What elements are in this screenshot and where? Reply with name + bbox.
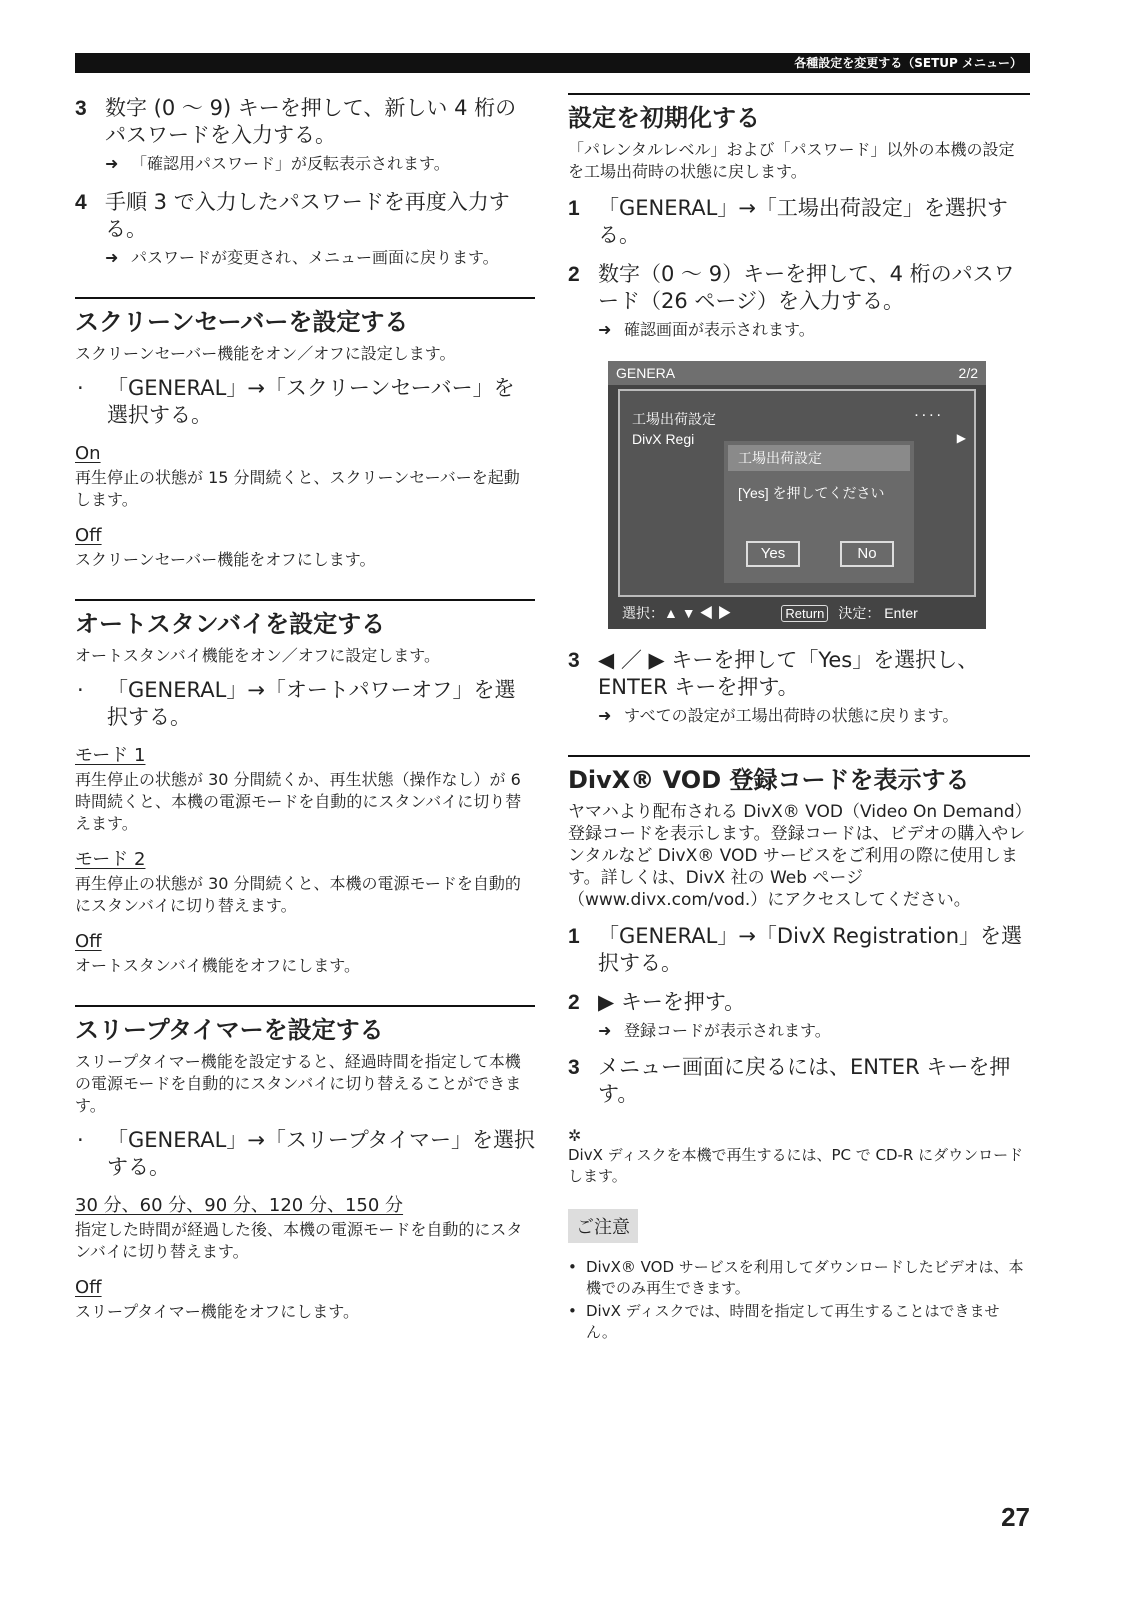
option-desc: 指定した時間が経過した後、本機の電源モードを自動的にスタンバイに切り替えます。 (75, 1220, 523, 1261)
result-text: すべての設定が工場出荷時の状態に戻ります。 (624, 706, 959, 725)
option (75, 931, 535, 977)
dialog-title: 工場出荷設定 (728, 445, 910, 471)
step (568, 1054, 1030, 1108)
arrow-icon: ➜ (105, 248, 119, 267)
step (75, 189, 535, 243)
section-title: オートスタンバイを設定する (75, 610, 386, 638)
bullet-dot: • (568, 1258, 577, 1276)
option-desc: 再生停止の状態が 15 分間続くと、スクリーンセーバーを起動します。 (75, 468, 520, 509)
option-desc: 再生停止の状態が 30 分間続くと、本機の電源モードを自動的にスタンバイに切り替えます。 (75, 874, 521, 915)
step-number: 4 (75, 191, 87, 214)
step-text: 「GENERAL」→「工場出荷設定」を選択する。 (598, 196, 1008, 247)
result-text: パスワードが変更され、メニュー画面に戻ります。 (131, 248, 499, 267)
option (75, 525, 535, 571)
dialog-buttons (746, 541, 894, 567)
bullet-text: 「GENERAL」→「スリープタイマー」を選択する。 (107, 1128, 535, 1179)
section-title: スクリーンセーバーを設定する (75, 308, 409, 336)
section-reset (568, 93, 1030, 727)
screen-item-dots: .... (914, 403, 944, 420)
section-divx (568, 755, 1030, 1343)
option-label: 30 分、60 分、90 分、120 分、150 分 (75, 1195, 404, 1216)
section-autostandby (75, 599, 535, 977)
step-text: 数字（0 ～ 9）キーを押して、4 桁のパスワード（26 ページ）を入力する。 (598, 262, 1015, 313)
section-desc: 「パレンタルレベル」および「パスワード」以外の本機の設定を工場出荷時の状態に戻します。 (568, 140, 1015, 181)
option-label: On (75, 443, 101, 464)
option-label: モード 2 (75, 849, 146, 870)
caution-item (568, 1301, 1030, 1343)
result-text: 確認画面が表示されます。 (624, 320, 815, 339)
bullet-text: 「GENERAL」→「オートパワーオフ」を選択する。 (107, 678, 516, 729)
option-desc: スリープタイマー機能をオフにします。 (75, 1302, 360, 1321)
step-text: 数字 (0 ～ 9) キーを押して、新しい 4 桁のパスワードを入力する。 (105, 96, 517, 147)
section-desc: ヤマハより配布される DivX® VOD（Video On Demand）登録コードを表示します。登録コードは、ビデオの購入やレンタルなど DivX® VOD サービスをご利用の際に使用します。詳しくは、DivX 社の Web ページ（www.divx.com/vod.）にアクセスしてください。 (568, 802, 1026, 910)
step (75, 95, 535, 149)
bullet-item (75, 375, 535, 429)
step (568, 989, 1030, 1016)
tip-text: DivX ディスクを本機で再生するには、PC で CD-R にダウンロードします。 (568, 1146, 1024, 1185)
result-note (598, 705, 1030, 727)
result-note (598, 319, 1030, 341)
arrow-icon: ➜ (598, 1021, 612, 1040)
right-arrow-icon: ▶ (956, 431, 966, 445)
step-number: 3 (568, 649, 580, 672)
step-number: 2 (568, 991, 580, 1014)
screen-item-factory: 工場出荷設定 (632, 411, 716, 427)
screen-title-bar (608, 361, 986, 385)
option (75, 745, 535, 835)
section-title: 設定を初期化する (568, 104, 760, 132)
right-column (568, 93, 1030, 1343)
screen-item-divx: DivX Regi (632, 431, 695, 447)
option-desc: 再生停止の状態が 30 分間続くか、再生状態（操作なし）が 6 時間続くと、本機の電源モードを自動的にスタンバイに切り替えます。 (75, 770, 522, 833)
result-text: 「確認用パスワード」が反転表示されます。 (131, 154, 450, 173)
caution-item (568, 1257, 1030, 1299)
yes-button: Yes (746, 541, 800, 567)
bullet-item (75, 1127, 535, 1181)
caution-text: DivX ディスクでは、時間を指定して再生することはできません。 (586, 1302, 1000, 1341)
footer-select: 選択：▲ ▼ ◀ ▶ (622, 605, 732, 621)
option-label: Off (75, 1277, 102, 1298)
bullet-item (75, 677, 535, 731)
step (568, 647, 1030, 701)
arrow-icon: ➜ (598, 320, 612, 339)
confirm-dialog (724, 441, 914, 583)
step-text: ▶ キーを押す。 (598, 990, 746, 1014)
step-text: ◀ ／ ▶ キーを押して「Yes」を選択し、ENTER キーを押す。 (598, 648, 979, 699)
step-number: 1 (568, 197, 580, 220)
section-sleep (75, 1005, 535, 1323)
caution-heading: ご注意 (568, 1209, 638, 1243)
screen-footer (622, 603, 976, 623)
step (568, 195, 1030, 249)
result-note (105, 153, 535, 175)
step-number: 3 (75, 97, 87, 120)
result-note (598, 1020, 1030, 1042)
bullet-dot: · (77, 376, 84, 400)
page-number: 27 (1001, 1502, 1030, 1532)
option (75, 1195, 535, 1263)
option-label: Off (75, 931, 102, 952)
section-title: DivX® VOD 登録コードを表示する (568, 766, 970, 794)
step-text: 「GENERAL」→「DivX Registration」を選択する。 (598, 924, 1023, 975)
step-text: 手順 3 で入力したパスワードを再度入力する。 (105, 190, 510, 241)
option (75, 1277, 535, 1323)
bullet-dot: · (77, 678, 84, 702)
bullet-dot: · (77, 1128, 84, 1152)
step (568, 261, 1030, 315)
return-key-icon: Return (781, 605, 828, 622)
arrow-icon: ➜ (598, 706, 612, 725)
screen-page: 2/2 (958, 365, 978, 381)
dialog-message: [Yes] を押してください (738, 485, 885, 501)
arrow-icon: ➜ (105, 154, 119, 173)
option-desc: スクリーンセーバー機能をオフにします。 (75, 550, 376, 569)
step-number: 2 (568, 263, 580, 286)
bullet-dot: • (568, 1302, 577, 1320)
section-title: スリープタイマーを設定する (75, 1016, 384, 1044)
setup-screen-image (608, 361, 986, 629)
step-text: メニュー画面に戻るには、ENTER キーを押す。 (598, 1055, 1011, 1106)
option-desc: オートスタンバイ機能をオフにします。 (75, 956, 360, 975)
result-note (105, 247, 535, 269)
screen-menu-area (618, 389, 976, 597)
running-header: 各種設定を変更する（SETUP メニュー） (75, 53, 1030, 73)
step (568, 923, 1030, 977)
no-button: No (840, 541, 894, 567)
section-desc: オートスタンバイ機能をオン／オフに設定します。 (75, 646, 440, 665)
section-desc: スクリーンセーバー機能をオン／オフに設定します。 (75, 344, 456, 363)
footer-enter: 決定： Enter (838, 605, 918, 621)
section-desc: スリープタイマー機能を設定すると、経過時間を指定して本機の電源モードを自動的にスタンバイに切り替えることができます。 (75, 1052, 522, 1115)
option-label: Off (75, 525, 102, 546)
step-number: 1 (568, 925, 580, 948)
option (75, 443, 535, 511)
left-column (75, 93, 535, 1323)
option (75, 849, 535, 917)
bullet-text: 「GENERAL」→「スクリーンセーバー」を選択する。 (107, 376, 515, 427)
option-label: モード 1 (75, 745, 146, 766)
caution-text: DivX® VOD サービスを利用してダウンロードしたビデオは、本機でのみ再生できます。 (586, 1258, 1024, 1297)
result-text: 登録コードが表示されます。 (624, 1021, 831, 1040)
step-number: 3 (568, 1056, 580, 1079)
screen-title: GENERA (616, 365, 676, 381)
tip-icon: ✲ (568, 1126, 582, 1145)
section-screensaver (75, 297, 535, 571)
